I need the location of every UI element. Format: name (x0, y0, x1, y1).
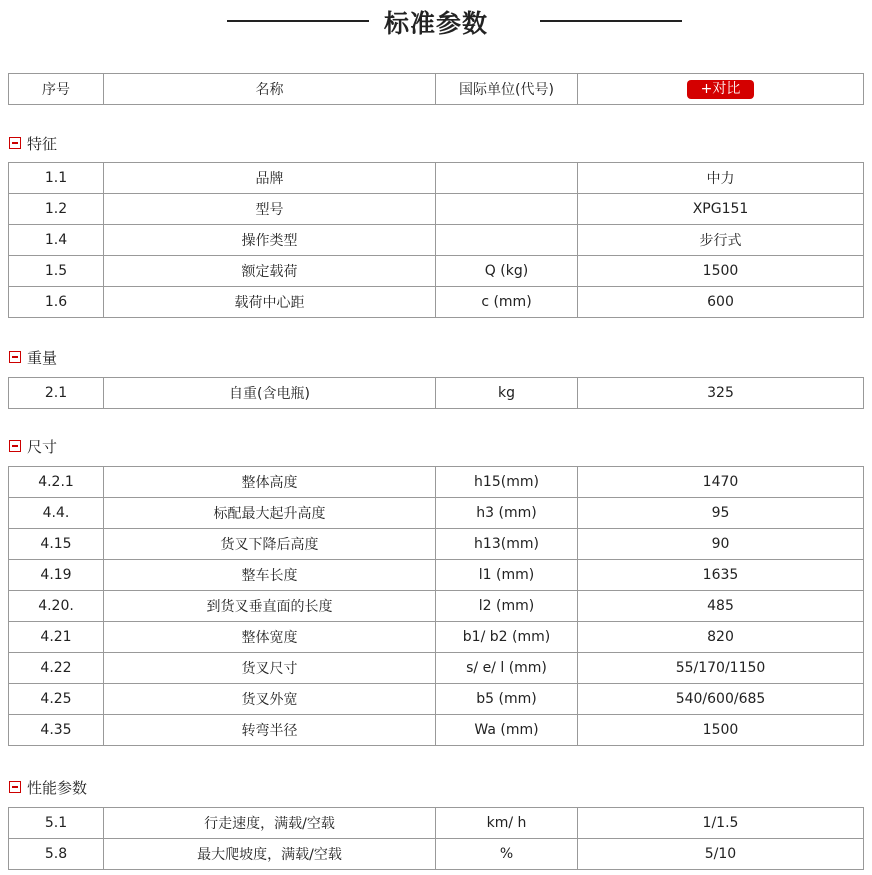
row-value: 1/1.5 (578, 808, 864, 839)
row-no: 5.8 (9, 839, 104, 870)
row-unit (436, 163, 578, 194)
table-row (9, 653, 864, 684)
section-toggle-dimensions[interactable] (9, 436, 57, 456)
row-no: 4.19 (9, 560, 104, 591)
page-title: 标准参数 (383, 9, 488, 38)
header-col-no: 序号 (9, 74, 104, 105)
section-toggle-features[interactable] (9, 133, 57, 153)
row-unit: b5 (mm) (436, 684, 578, 715)
table-row (9, 622, 864, 653)
row-no: 2.1 (9, 378, 104, 409)
row-unit (436, 194, 578, 225)
row-no: 1.1 (9, 163, 104, 194)
row-value: 820 (578, 622, 864, 653)
row-name: 额定载荷 (104, 256, 436, 287)
table-row (9, 225, 864, 256)
row-no: 5.1 (9, 808, 104, 839)
row-value: 1635 (578, 560, 864, 591)
row-value: 55/170/1150 (578, 653, 864, 684)
row-name: 操作类型 (104, 225, 436, 256)
row-name: 整车长度 (104, 560, 436, 591)
table-row (9, 287, 864, 318)
compare-button[interactable]: +对比 (687, 80, 755, 99)
table-row (9, 256, 864, 287)
row-name: 行走速度，满载/空载 (104, 808, 436, 839)
table-row (9, 839, 864, 870)
table-row (9, 591, 864, 622)
row-name: 载荷中心距 (104, 287, 436, 318)
row-name: 货叉尺寸 (104, 653, 436, 684)
table-row (9, 467, 864, 498)
row-name: 整体宽度 (104, 622, 436, 653)
table-row (9, 560, 864, 591)
row-unit: kg (436, 378, 578, 409)
row-value: 5/10 (578, 839, 864, 870)
table-row (9, 684, 864, 715)
row-no: 1.5 (9, 256, 104, 287)
row-no: 1.2 (9, 194, 104, 225)
section-label: 性能参数 (27, 778, 88, 797)
row-no: 4.2.1 (9, 467, 104, 498)
row-unit: h15(mm) (436, 467, 578, 498)
row-name: 最大爬坡度，满载/空载 (104, 839, 436, 870)
row-unit (436, 225, 578, 256)
row-name: 货叉外宽 (104, 684, 436, 715)
section-table-features (8, 162, 864, 318)
row-value: 95 (578, 498, 864, 529)
header-col-compare (578, 74, 864, 105)
table-row (9, 194, 864, 225)
row-value: 540/600/685 (578, 684, 864, 715)
row-name: 整体高度 (104, 467, 436, 498)
row-value: 600 (578, 287, 864, 318)
header-row (9, 74, 864, 105)
row-unit: Wa (mm) (436, 715, 578, 746)
section-label: 尺寸 (27, 437, 58, 456)
title-bar (0, 0, 872, 44)
section-toggle-weight[interactable] (9, 347, 57, 367)
row-unit: h3 (mm) (436, 498, 578, 529)
row-value: 325 (578, 378, 864, 409)
row-unit: km/ h (436, 808, 578, 839)
header-col-name: 名称 (104, 74, 436, 105)
row-name: 货叉下降后高度 (104, 529, 436, 560)
row-no: 4.20. (9, 591, 104, 622)
collapse-minus-icon[interactable] (9, 351, 21, 363)
row-value: 90 (578, 529, 864, 560)
row-unit: h13(mm) (436, 529, 578, 560)
row-no: 4.21 (9, 622, 104, 653)
row-value: 步行式 (578, 225, 864, 256)
row-name: 转弯半径 (104, 715, 436, 746)
table-row (9, 498, 864, 529)
row-unit: % (436, 839, 578, 870)
row-no: 4.15 (9, 529, 104, 560)
row-no: 4.4. (9, 498, 104, 529)
row-name: 型号 (104, 194, 436, 225)
row-name: 自重(含电瓶) (104, 378, 436, 409)
header-col-unit: 国际单位(代号) (436, 74, 578, 105)
table-row (9, 163, 864, 194)
row-value: 1470 (578, 467, 864, 498)
table-row (9, 715, 864, 746)
row-unit: l1 (mm) (436, 560, 578, 591)
row-value: 1500 (578, 256, 864, 287)
row-name: 品牌 (104, 163, 436, 194)
title-divider-right (540, 20, 682, 22)
collapse-minus-icon[interactable] (9, 781, 21, 793)
row-unit: c (mm) (436, 287, 578, 318)
collapse-minus-icon[interactable] (9, 440, 21, 452)
table-row (9, 529, 864, 560)
table-row (9, 378, 864, 409)
row-no: 4.35 (9, 715, 104, 746)
section-label: 特征 (27, 134, 58, 153)
row-value: 485 (578, 591, 864, 622)
row-name: 标配最大起升高度 (104, 498, 436, 529)
row-value: 1500 (578, 715, 864, 746)
row-unit: l2 (mm) (436, 591, 578, 622)
row-no: 1.4 (9, 225, 104, 256)
row-unit: Q (kg) (436, 256, 578, 287)
section-toggle-performance[interactable] (9, 777, 87, 797)
section-label: 重量 (27, 348, 58, 367)
section-table-weight (8, 377, 864, 409)
row-unit: b1/ b2 (mm) (436, 622, 578, 653)
section-table-performance (8, 807, 864, 870)
row-no: 4.22 (9, 653, 104, 684)
row-unit: s/ e/ l (mm) (436, 653, 578, 684)
table-row (9, 808, 864, 839)
row-no: 1.6 (9, 287, 104, 318)
collapse-minus-icon[interactable] (9, 137, 21, 149)
row-value: XPG151 (578, 194, 864, 225)
row-value: 中力 (578, 163, 864, 194)
section-table-dimensions (8, 466, 864, 746)
header-table (8, 73, 864, 105)
row-name: 到货叉垂直面的长度 (104, 591, 436, 622)
row-no: 4.25 (9, 684, 104, 715)
